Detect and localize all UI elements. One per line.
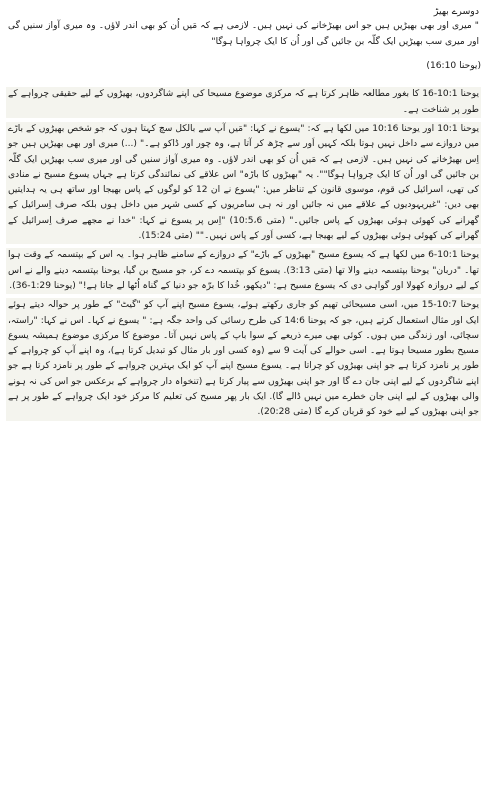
section-heading: دوسرے بھیڑ bbox=[433, 6, 479, 17]
paragraph-1: یوحنا 10:1-16 کا بغور مطالعہ ظاہر کرتا ہے کہ مرکزی موضوع مسیحا کی اپنے شاگردوں، بھیڑوں کے لیے حقیقی چرواہے کے طور پر شناخت ہے۔ bbox=[6, 87, 481, 118]
paragraph-3: یوحنا 10:1-6 میں لکھا ہے کہ یسوع مسیح "بھیڑوں کے باڑے" کے دروازے کے سامنے ظاہر ہوا۔ یہ اس کے بپتسمہ کے وقت ہوا تھا۔ "دربان" یوحنا بپتسمہ دینے والا تھا (متی 3:13). یسوع کو بپتسمہ دے کر، جو مسیح بن گیا، یوحنا بپتسمہ دینے والے نے اس کے لیے دروازہ کھولا اور گواہی دی کہ یسوع مسیح ہے: "دیکھو، خُدا کا برّہ جو دنیا کے گناہ اُٹھا لے جاتا ہے!" (یوحنا 1:29-36). bbox=[6, 248, 481, 294]
paragraph-4: یوحنا 10:7-15 میں، اسی مسیحائی تھیم کو جاری رکھتے ہوئے، یسوع مسیح اپنے آپ کو "گیٹ" کے طور پر حوالہ دیتے ہوئے ایک اور مثال استعمال کرتے ہیں، جو کہ یوحنا 14:6 کی طرح رسائی کی واحد جگہ ہے: " یسوع نے کہا۔ اس نے کہا: "راستہ، سچائی، اور زندگی میں ہوں۔ کوئی بھی میرے ذریعے کے سوا باپ کے پاس نہیں آتا۔ موضوع کا مرکزی موضوع ہمیشہ یسوع مسیح بطور مسیحا ہوتا ہے۔ اسی حوالے کی آیت 9 سے (وہ کسی اور بار مثال کو تبدیل کرتا ہے)، وہ اپنے آپ کو چرواہے کے طور پر نامزد کرتا ہے جو اپنی بھیڑوں کو چراتا ہے۔ یسوع مسیح اپنے آپ کو ایک بہترین چرواہے کے طور پر نامزد کرتا ہے جو اپنے شاگردوں کے لیے اپنی جان دے گا اور جو اپنی بھیڑوں سے پیار کرتا ہے (تنخواہ دار چرواہے کے برعکس جو اس کی نہ ہونے والی بھیڑوں کے لیے اپنی جان خطرے میں نہیں ڈالے گا). ایک بار پھر مسیح کی تعلیم کا مرکز خود ایک چرواہے کے طور پر ہے جو اپنی بھیڑوں کے لیے خود کو قربان کرے گا (متی 20:28). bbox=[6, 298, 481, 420]
paragraph-2: یوحنا 10:1 اور یوحنا 10:16 میں لکھا ہے کہ: "یسوع نے کہا: "مَیں آپ سے بالکل سچ کہتا ہوں کہ جو شخص بھیڑوں کے باڑے میں دروازے سے داخل نہیں ہوتا بلکہ کہیں اَور سے چڑھ کر آتا ہے، وہ چور اور ڈاکو ہے۔" (...) میری اور بھی بھیڑیں ہیں جو اِس بھیڑخانے کی نہیں ہیں۔ لازمی ہے کہ مَیں اُن کو بھی اندر لاؤں۔ وہ میری آواز سنیں گی اور میری سب بھیڑیں ایک گلّہ بن جائیں گی اور اُن کا ایک چرواہا ہوگا"". یہ "بھیڑوں کا باڑہ" اس علاقے کی نمائندگی کرتا ہے جہاں یسوع مسیح نے منادی کی تھی، اسرائیل کی قوم، موسوی قانون کے تناظر میں: "یسوع نے ان 12 کو لوگوں کے پاس بھیجا اور ساتھ ہی یہ ہدایتیں بھی دیں: "غیریہودیوں کے علاقے میں نہ جائیں اور نہ ہی سامریوں کے کسی شہر میں داخل ہوں بلکہ صرف اِسرائیل کے گھرانے کی کھوئی ہوئی بھیڑوں کے پاس جائیں۔" (متی 10:5،6) "اِس پر یسوع نے کہا: "خدا نے مجھے صرف اِسرائیل کے گھرانے کی کھوئی ہوئی بھیڑوں کے لیے بھیجا ہے، کسی اَور کے پاس نہیں۔"" (متی 15:24). bbox=[6, 122, 481, 244]
quote-reference: (یوحنا 16:10) bbox=[426, 60, 481, 71]
opening-quote: " میری اور بھی بھیڑیں ہیں جو اس بھیڑخانے کی نہیں ہیں۔ لازمی ہے کہ مَیں اُن کو بھی اندر لاؤں۔ وہ میری آواز سنیں گی اور میری سب بھیڑیں ایک گلّہ بن جائیں گی اور اُن کا ایک چرواہا ہوگا" bbox=[8, 21, 479, 47]
